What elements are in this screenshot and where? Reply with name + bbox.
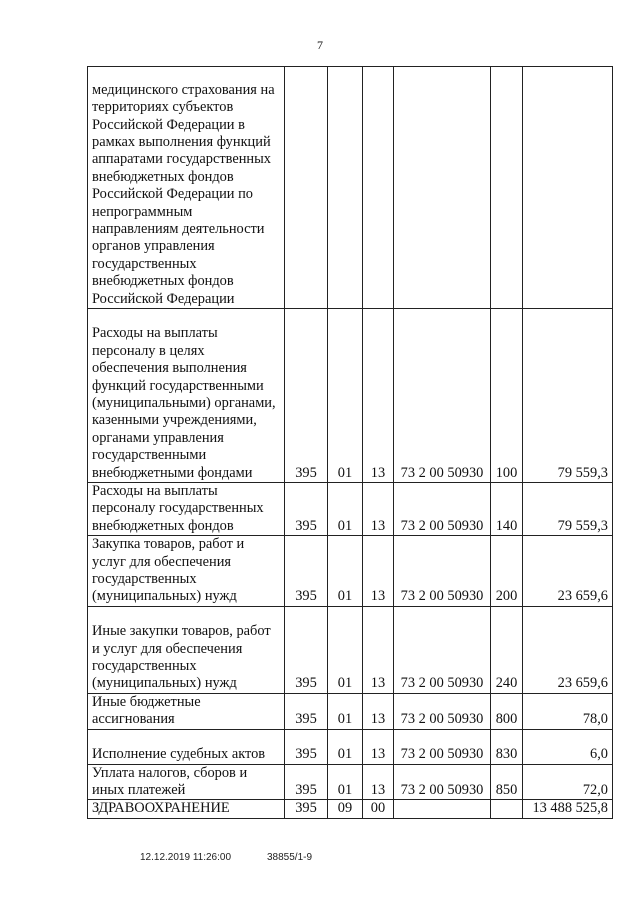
footer-doc-id: 38855/1-9 bbox=[267, 852, 313, 863]
rz-code: 01 bbox=[328, 606, 363, 693]
vr-code: 240 bbox=[491, 606, 523, 693]
vr-code bbox=[491, 800, 523, 818]
vr-code: 830 bbox=[491, 729, 523, 764]
table-row bbox=[88, 67, 613, 309]
rz-code: 01 bbox=[328, 764, 363, 800]
rz-code: 09 bbox=[328, 800, 363, 818]
table-row bbox=[88, 309, 613, 483]
pr-code: 00 bbox=[363, 800, 394, 818]
csr-code: 73 2 00 50930 bbox=[394, 606, 491, 693]
table-row bbox=[88, 693, 613, 729]
table-row bbox=[88, 536, 613, 607]
pr-code: 13 bbox=[363, 536, 394, 607]
ved-code: 395 bbox=[285, 536, 328, 607]
pr-code bbox=[363, 67, 394, 309]
amount: 72,0 bbox=[523, 764, 613, 800]
row-name: Исполнение судебных актов bbox=[88, 729, 285, 764]
rz-code bbox=[328, 67, 363, 309]
row-name: Уплата налогов, сборов и иных платежей bbox=[88, 764, 285, 800]
pr-code: 13 bbox=[363, 483, 394, 536]
page-number: 7 bbox=[317, 38, 323, 52]
ved-code: 395 bbox=[285, 483, 328, 536]
pr-code: 13 bbox=[363, 729, 394, 764]
ved-code: 395 bbox=[285, 729, 328, 764]
table-row bbox=[88, 729, 613, 764]
amount: 13 488 525,8 bbox=[523, 800, 613, 818]
ved-code: 395 bbox=[285, 693, 328, 729]
row-name: Расходы на выплаты персоналу государственных внебюджетных фондов bbox=[88, 483, 285, 536]
table-row bbox=[88, 483, 613, 536]
rz-code: 01 bbox=[328, 483, 363, 536]
pr-code: 13 bbox=[363, 693, 394, 729]
row-name: Иные закупки товаров, работ и услуг для обеспечения государственных (муниципальных) нужд bbox=[88, 606, 285, 693]
ved-code: 395 bbox=[285, 800, 328, 818]
pr-code: 13 bbox=[363, 309, 394, 483]
vr-code: 140 bbox=[491, 483, 523, 536]
csr-code: 73 2 00 50930 bbox=[394, 536, 491, 607]
amount: 6,0 bbox=[523, 729, 613, 764]
amount: 23 659,6 bbox=[523, 606, 613, 693]
amount: 79 559,3 bbox=[523, 483, 613, 536]
row-name: Иные бюджетные ассигнования bbox=[88, 693, 285, 729]
amount: 23 659,6 bbox=[523, 536, 613, 607]
table-row bbox=[88, 800, 613, 818]
pr-code: 13 bbox=[363, 764, 394, 800]
footer-datetime: 12.12.2019 11:26:00 bbox=[140, 852, 232, 863]
row-name: медицинского страхования на территориях субъектов Российской Федерации в рамках выполнения функций аппаратами государственных внебюджетных фондов Российской Федерации по непрограммным направлениям деятельности органов управления государственных внебюджетных фондов Российской Федерации bbox=[88, 67, 285, 309]
vr-code: 800 bbox=[491, 693, 523, 729]
rz-code: 01 bbox=[328, 536, 363, 607]
ved-code bbox=[285, 67, 328, 309]
amount: 78,0 bbox=[523, 693, 613, 729]
ved-code: 395 bbox=[285, 309, 328, 483]
row-name: Закупка товаров, работ и услуг для обеспечения государственных (муниципальных) нужд bbox=[88, 536, 285, 607]
csr-code bbox=[394, 800, 491, 818]
csr-code: 73 2 00 50930 bbox=[394, 764, 491, 800]
rz-code: 01 bbox=[328, 693, 363, 729]
csr-code: 73 2 00 50930 bbox=[394, 309, 491, 483]
budget-table bbox=[87, 66, 613, 819]
rz-code: 01 bbox=[328, 729, 363, 764]
vr-code: 850 bbox=[491, 764, 523, 800]
csr-code: 73 2 00 50930 bbox=[394, 729, 491, 764]
amount bbox=[523, 67, 613, 309]
csr-code bbox=[394, 67, 491, 309]
rz-code: 01 bbox=[328, 309, 363, 483]
vr-code bbox=[491, 67, 523, 309]
csr-code: 73 2 00 50930 bbox=[394, 693, 491, 729]
table-row bbox=[88, 606, 613, 693]
ved-code: 395 bbox=[285, 764, 328, 800]
row-name: ЗДРАВООХРАНЕНИЕ bbox=[88, 800, 285, 818]
amount: 79 559,3 bbox=[523, 309, 613, 483]
table-row bbox=[88, 764, 613, 800]
vr-code: 200 bbox=[491, 536, 523, 607]
row-name: Расходы на выплаты персоналу в целях обеспечения выполнения функций государственными (муниципальными) органами, казенными учреждениями, органами управления государственными внебюджетными фондами bbox=[88, 309, 285, 483]
pr-code: 13 bbox=[363, 606, 394, 693]
csr-code: 73 2 00 50930 bbox=[394, 483, 491, 536]
ved-code: 395 bbox=[285, 606, 328, 693]
vr-code: 100 bbox=[491, 309, 523, 483]
